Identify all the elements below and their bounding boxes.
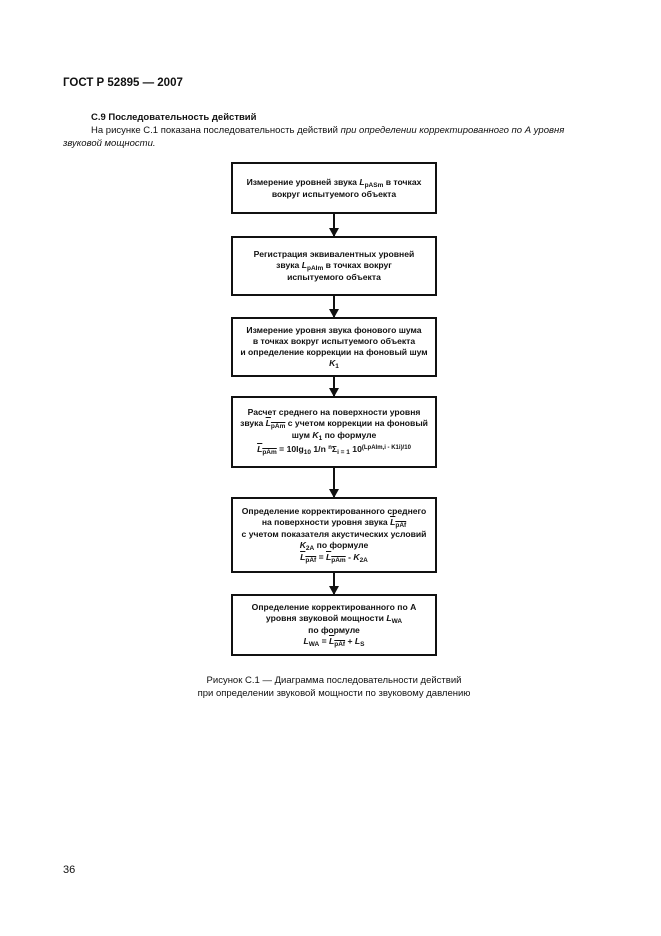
box6-line3: по формуле bbox=[308, 625, 360, 635]
box4-line2: звука $L_{pAm}$ с учетом коррекции на фоновый bbox=[240, 418, 428, 430]
flow-arrow-2 bbox=[333, 296, 335, 317]
box3-line3: и определение коррекции на фоновый шум bbox=[240, 346, 428, 357]
flow-arrow-4 bbox=[333, 468, 335, 497]
box4-formula: $L_{pAm} = 10\lg_{10}$ 1/n $^n\Sigma_{i = 1}$ $10^{(LpAIm,i - K1i)/10}$ bbox=[257, 444, 411, 456]
flow-box-background-noise bbox=[231, 317, 437, 377]
box5-line1: Определение корректированного среднего bbox=[241, 506, 427, 516]
box2-line1: Регистрация эквивалентных уровней bbox=[253, 249, 415, 259]
box3-line2: в точках вокруг испытуемого объекта bbox=[252, 335, 416, 346]
document-header: ГОСТ Р 52895 — 2007 bbox=[63, 77, 183, 89]
box6-line2: уровня звуковой мощности $L_{WA}$ bbox=[265, 613, 403, 625]
flow-box-measurement bbox=[231, 162, 437, 214]
flow-arrow-3 bbox=[333, 377, 335, 396]
box5-formula: $L_{pAf} = L_{pAm} - K_{2A}$ bbox=[300, 552, 368, 564]
intro-paragraph bbox=[63, 124, 603, 150]
box5-line3: с учетом показателя акустических условий bbox=[241, 529, 427, 539]
flow-arrow-5 bbox=[333, 573, 335, 594]
flow-arrow-1 bbox=[333, 214, 335, 236]
box4-line1: Расчет среднего на поверхности уровня bbox=[247, 407, 421, 417]
box3-line4: $K_1$ bbox=[329, 357, 339, 370]
caption-line1: Рисунок С.1 — Диаграмма последовательности действий bbox=[206, 675, 462, 686]
flow-box-corrected-average bbox=[231, 497, 437, 573]
flow-box-sound-power bbox=[231, 594, 437, 656]
box2-line2: звука $L_{pAIm}$ в точках вокруг bbox=[276, 260, 392, 272]
box5-line2: на поверхности уровня звука $L_{pAf}$ bbox=[261, 517, 407, 529]
flow-box-registration bbox=[231, 236, 437, 296]
box3-line1: Измерение уровня звука фонового шума bbox=[246, 324, 422, 335]
box6-line1: Определение корректированного по А bbox=[251, 602, 417, 612]
box1-line1: Измерение уровней звука $L_{pASm}$ в точках bbox=[246, 176, 422, 189]
intro-plain-text: На рисунке С.1 показана последовательность действий bbox=[91, 125, 341, 136]
box4-line3: шум $K_1$ по формуле bbox=[291, 430, 377, 442]
page-number: 36 bbox=[63, 864, 76, 876]
intro-italic-text: при определении корректированного по А уровня звуковой мощности. bbox=[63, 125, 565, 149]
section-title: С.9 Последовательность действий bbox=[91, 112, 257, 123]
box2-line3: испытуемого объекта bbox=[287, 272, 381, 282]
caption-line2: при определении звуковой мощности по звуковому давлению bbox=[197, 688, 471, 699]
box6-formula: $L_{WA} = L_{pAf} + L_S$ bbox=[303, 636, 365, 648]
box5-line4: $K_{2A}$ по формуле bbox=[299, 540, 369, 552]
box1-line2: вокруг испытуемого объекта bbox=[271, 188, 397, 199]
flow-box-average-level bbox=[231, 396, 437, 468]
figure-caption bbox=[160, 674, 508, 700]
